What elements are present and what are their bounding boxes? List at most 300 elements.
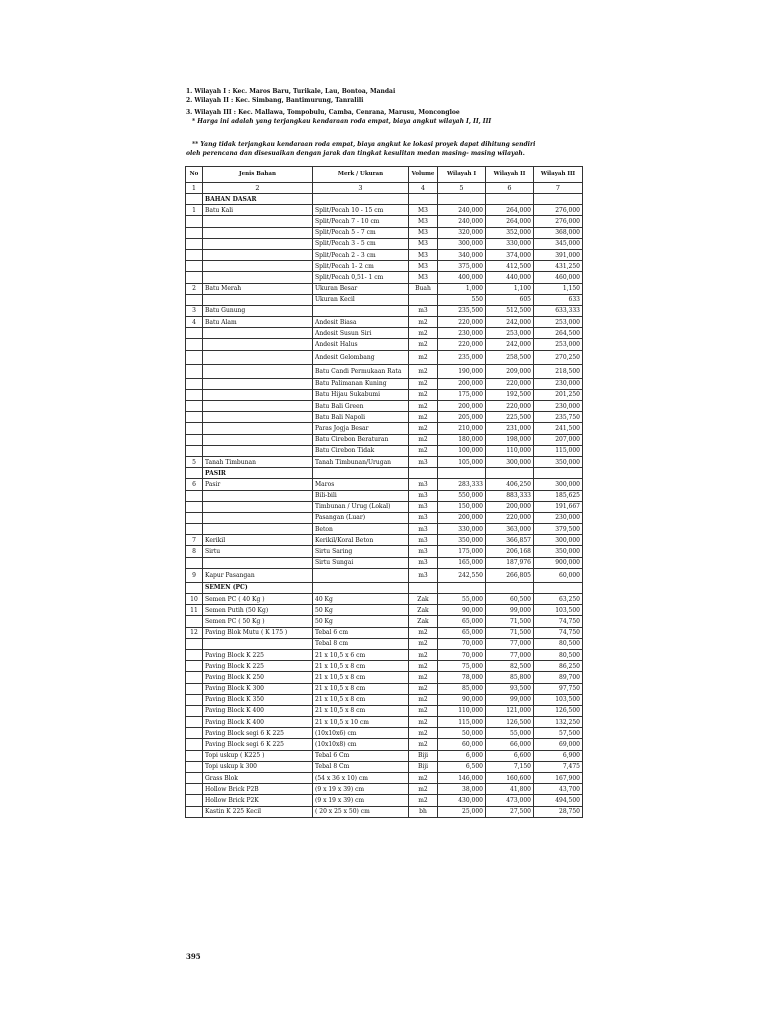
note-wilayah-2: 2. Wilayah II : Kec. Simbang, Bantimurung, Tanralili <box>186 97 364 104</box>
note-wilayah-3: 3. Wilayah III : Kec. Mallawa, Tompobulu, Camba, Cenrana, Marusu, Moncongloe <box>186 109 460 116</box>
cell-merk-ukuran: Split/Pecah 1- 2 cm <box>313 261 409 272</box>
cell-wilayah-2: 300,000 <box>486 456 534 467</box>
column-number: 6 <box>486 183 534 194</box>
cell-no <box>186 512 203 523</box>
cell-wilayah-2: 220,000 <box>486 378 534 389</box>
region-notes <box>186 88 586 127</box>
column-number: 4 <box>409 183 438 194</box>
cell-merk-ukuran: Split/Pecah 5 - 7 cm <box>313 227 409 238</box>
cell-wilayah-1: 110,000 <box>438 705 486 716</box>
cell-no <box>186 773 203 784</box>
cell-wilayah-1: 100,000 <box>438 445 486 456</box>
cell-no <box>186 378 203 389</box>
cell-no <box>186 412 203 423</box>
cell-wilayah-2: 258,500 <box>486 350 534 364</box>
table-row <box>186 694 583 705</box>
cell-volume: m3 <box>409 524 438 535</box>
table-row <box>186 328 583 339</box>
cell-merk-ukuran: (9 x 19 x 39) cm <box>313 784 409 795</box>
cell-wilayah-1: 1,000 <box>438 283 486 294</box>
cell-wilayah-1: 78,000 <box>438 672 486 683</box>
cell-no <box>186 423 203 434</box>
cell-wilayah-3: 80,500 <box>534 649 583 660</box>
cell-volume: m2 <box>409 328 438 339</box>
table-row <box>186 261 583 272</box>
cell-jenis-bahan: Topi uskup k 300 <box>203 761 313 772</box>
header-wilayah-1: Wilayah I <box>438 167 486 183</box>
cell-merk-ukuran <box>313 194 409 205</box>
column-number: 1 <box>186 183 203 194</box>
cell-wilayah-2: 200,000 <box>486 501 534 512</box>
cell-no <box>186 728 203 739</box>
cell-wilayah-3: 900,000 <box>534 557 583 568</box>
cell-merk-ukuran: 21 x 10,5 x 10 cm <box>313 717 409 728</box>
cell-volume: m2 <box>409 378 438 389</box>
cell-wilayah-2: 160,600 <box>486 773 534 784</box>
cell-volume: m3 <box>409 512 438 523</box>
cell-jenis-bahan: Kastin K 225 Kecil <box>203 806 313 817</box>
cell-wilayah-2: 187,976 <box>486 557 534 568</box>
cell-wilayah-2: 85,800 <box>486 672 534 683</box>
cell-wilayah-3: 241,500 <box>534 423 583 434</box>
cell-jenis-bahan: Paving Block K 250 <box>203 672 313 683</box>
table-row <box>186 717 583 728</box>
cell-no: 8 <box>186 546 203 557</box>
cell-wilayah-1: 190,000 <box>438 364 486 378</box>
table-row <box>186 272 583 283</box>
cell-jenis-bahan <box>203 490 313 501</box>
cell-merk-ukuran: Andesit Halus <box>313 339 409 350</box>
cell-jenis-bahan <box>203 227 313 238</box>
cell-wilayah-2: 198,000 <box>486 434 534 445</box>
cell-merk-ukuran: Split/Pecah 0,51- 1 cm <box>313 272 409 283</box>
cell-no <box>186 795 203 806</box>
cell-no: 12 <box>186 627 203 638</box>
note-wilayah-1: 1. Wilayah I : Kec. Maros Baru, Turikale, Lau, Bontoa, Mandai <box>186 88 396 95</box>
cell-wilayah-2: 99,000 <box>486 605 534 616</box>
cell-wilayah-1: 115,000 <box>438 717 486 728</box>
cell-wilayah-1: 240,000 <box>438 216 486 227</box>
cell-wilayah-3: 431,250 <box>534 261 583 272</box>
cell-wilayah-3: 300,000 <box>534 479 583 490</box>
column-number: 3 <box>313 183 409 194</box>
cell-volume: M3 <box>409 227 438 238</box>
cell-merk-ukuran: Maros <box>313 479 409 490</box>
cell-jenis-bahan <box>203 350 313 364</box>
table-row <box>186 728 583 739</box>
table-row <box>186 605 583 616</box>
table-row <box>186 795 583 806</box>
section-header-row <box>186 582 583 593</box>
cell-no <box>186 227 203 238</box>
cell-wilayah-3: 207,000 <box>534 434 583 445</box>
price-table <box>185 166 583 818</box>
cell-wilayah-2: 82,500 <box>486 661 534 672</box>
cell-wilayah-1: 230,000 <box>438 328 486 339</box>
table-body <box>186 194 583 818</box>
header-no: No <box>186 167 203 183</box>
cell-volume: m3 <box>409 479 438 490</box>
cell-wilayah-1: 200,000 <box>438 512 486 523</box>
cell-wilayah-3: 633 <box>534 294 583 305</box>
cell-volume: m2 <box>409 350 438 364</box>
cell-wilayah-3: 264,500 <box>534 328 583 339</box>
cell-wilayah-2: 352,000 <box>486 227 534 238</box>
note-biaya-angkut <box>186 140 586 158</box>
cell-wilayah-3: 43,700 <box>534 784 583 795</box>
cell-jenis-bahan: Paving Block K 400 <box>203 705 313 716</box>
cell-merk-ukuran <box>313 468 409 479</box>
cell-wilayah-2: 363,000 <box>486 524 534 535</box>
cell-no: 2 <box>186 283 203 294</box>
cell-wilayah-1: 340,000 <box>438 249 486 260</box>
cell-wilayah-1: 60,000 <box>438 739 486 750</box>
cell-volume: m2 <box>409 638 438 649</box>
cell-merk-ukuran: (54 x 36 x 10) cm <box>313 773 409 784</box>
cell-wilayah-1: 200,000 <box>438 378 486 389</box>
cell-wilayah-1 <box>438 468 486 479</box>
cell-wilayah-1: 235,000 <box>438 350 486 364</box>
cell-jenis-bahan: Hollow Brick P2K <box>203 795 313 806</box>
header-jenis-bahan: Jenis Bahan <box>203 167 313 183</box>
cell-no <box>186 672 203 683</box>
cell-volume: Zak <box>409 616 438 627</box>
cell-merk-ukuran: Pasangan (Luar) <box>313 512 409 523</box>
cell-no <box>186 784 203 795</box>
cell-volume: M3 <box>409 249 438 260</box>
cell-wilayah-3: 230,000 <box>534 401 583 412</box>
cell-wilayah-2: 883,333 <box>486 490 534 501</box>
cell-volume: m3 <box>409 305 438 316</box>
cell-jenis-bahan: Batu Kali <box>203 205 313 216</box>
cell-wilayah-3: 191,667 <box>534 501 583 512</box>
cell-wilayah-2: 66,000 <box>486 739 534 750</box>
table-row <box>186 638 583 649</box>
cell-jenis-bahan: Paving Blok Mutu ( K 175 ) <box>203 627 313 638</box>
cell-wilayah-2: 220,000 <box>486 512 534 523</box>
cell-wilayah-3: 86,250 <box>534 661 583 672</box>
cell-wilayah-3: 276,000 <box>534 216 583 227</box>
cell-no <box>186 616 203 627</box>
cell-jenis-bahan <box>203 339 313 350</box>
table-row <box>186 705 583 716</box>
cell-jenis-bahan: Semen PC ( 50 Kg ) <box>203 616 313 627</box>
cell-wilayah-1: 550,000 <box>438 490 486 501</box>
cell-no <box>186 294 203 305</box>
cell-volume: m2 <box>409 784 438 795</box>
cell-no: 1 <box>186 205 203 216</box>
table-row <box>186 456 583 467</box>
table-row <box>186 616 583 627</box>
cell-wilayah-1: 220,000 <box>438 339 486 350</box>
cell-wilayah-1: 85,000 <box>438 683 486 694</box>
cell-jenis-bahan: Paving Block segi 6 K 225 <box>203 728 313 739</box>
cell-jenis-bahan <box>203 445 313 456</box>
cell-wilayah-2 <box>486 194 534 205</box>
cell-volume: m2 <box>409 694 438 705</box>
cell-jenis-bahan: Kerikil <box>203 535 313 546</box>
cell-jenis-bahan <box>203 272 313 283</box>
cell-merk-ukuran: 21 x 10,5 x 8 cm <box>313 705 409 716</box>
table-row <box>186 524 583 535</box>
cell-merk-ukuran: Beton <box>313 524 409 535</box>
cell-jenis-bahan: Paving Block K 300 <box>203 683 313 694</box>
cell-wilayah-2: 126,500 <box>486 717 534 728</box>
cell-wilayah-3: 350,000 <box>534 456 583 467</box>
cell-merk-ukuran: Bili-bili <box>313 490 409 501</box>
cell-volume: m2 <box>409 627 438 638</box>
cell-wilayah-2: 206,168 <box>486 546 534 557</box>
cell-volume: m2 <box>409 728 438 739</box>
cell-volume: m2 <box>409 649 438 660</box>
table-row <box>186 594 583 605</box>
cell-wilayah-3: 185,625 <box>534 490 583 501</box>
cell-wilayah-3: 276,000 <box>534 205 583 216</box>
cell-merk-ukuran: Sirtu Sungai <box>313 557 409 568</box>
cell-volume: Zak <box>409 594 438 605</box>
cell-no <box>186 638 203 649</box>
cell-volume <box>409 582 438 593</box>
table-row <box>186 773 583 784</box>
cell-volume <box>409 468 438 479</box>
cell-no <box>186 661 203 672</box>
cell-wilayah-3: 350,000 <box>534 546 583 557</box>
cell-no <box>186 649 203 660</box>
cell-wilayah-2: 192,500 <box>486 389 534 400</box>
cell-wilayah-2: 605 <box>486 294 534 305</box>
cell-no <box>186 524 203 535</box>
cell-jenis-bahan: Semen PC ( 40 Kg ) <box>203 594 313 605</box>
cell-wilayah-2: 406,250 <box>486 479 534 490</box>
table-row <box>186 806 583 817</box>
cell-wilayah-1: 90,000 <box>438 605 486 616</box>
cell-volume: Biji <box>409 761 438 772</box>
cell-no <box>186 261 203 272</box>
cell-volume: m2 <box>409 423 438 434</box>
cell-wilayah-3: 368,000 <box>534 227 583 238</box>
cell-jenis-bahan: Semen Putih (50 Kg) <box>203 605 313 616</box>
cell-volume <box>409 294 438 305</box>
cell-wilayah-3: 253,000 <box>534 317 583 328</box>
cell-jenis-bahan: SEMEN (PC) <box>203 582 313 593</box>
table-row <box>186 283 583 294</box>
cell-wilayah-2: 440,000 <box>486 272 534 283</box>
table-row <box>186 627 583 638</box>
cell-wilayah-2: 209,000 <box>486 364 534 378</box>
cell-wilayah-1: 165,000 <box>438 557 486 568</box>
cell-wilayah-3: 1,150 <box>534 283 583 294</box>
cell-merk-ukuran: 21 x 10,5 x 8 cm <box>313 683 409 694</box>
cell-wilayah-2: 225,500 <box>486 412 534 423</box>
cell-no <box>186 582 203 593</box>
cell-jenis-bahan <box>203 557 313 568</box>
cell-jenis-bahan: Paving Block K 350 <box>203 694 313 705</box>
cell-no: 11 <box>186 605 203 616</box>
cell-volume: m2 <box>409 445 438 456</box>
cell-merk-ukuran: 40 Kg <box>313 594 409 605</box>
cell-no <box>186 434 203 445</box>
cell-jenis-bahan: Kapur Pasangan <box>203 568 313 582</box>
cell-wilayah-3: 80,500 <box>534 638 583 649</box>
cell-merk-ukuran: 50 Kg <box>313 605 409 616</box>
cell-jenis-bahan: Paving Block K 225 <box>203 649 313 660</box>
cell-volume: M3 <box>409 216 438 227</box>
cell-no: 3 <box>186 305 203 316</box>
cell-wilayah-3: 167,900 <box>534 773 583 784</box>
cell-merk-ukuran: Batu Hijau Sukabumi <box>313 389 409 400</box>
cell-jenis-bahan: Paving Block K 225 <box>203 661 313 672</box>
cell-merk-ukuran <box>313 582 409 593</box>
note-harga: * Harga ini adalah yang terjangkau kendaraan roda empat, biaya angkut wilayah I, II, III <box>192 118 492 125</box>
cell-volume: M3 <box>409 205 438 216</box>
cell-merk-ukuran <box>313 568 409 582</box>
cell-wilayah-2 <box>486 582 534 593</box>
cell-wilayah-1: 205,000 <box>438 412 486 423</box>
table-row <box>186 479 583 490</box>
cell-wilayah-3 <box>534 468 583 479</box>
cell-jenis-bahan <box>203 434 313 445</box>
table-row <box>186 401 583 412</box>
cell-wilayah-2: 266,805 <box>486 568 534 582</box>
cell-wilayah-1: 55,000 <box>438 594 486 605</box>
cell-wilayah-1: 220,000 <box>438 317 486 328</box>
cell-wilayah-1: 6,500 <box>438 761 486 772</box>
table-row <box>186 412 583 423</box>
cell-wilayah-1: 175,000 <box>438 389 486 400</box>
cell-wilayah-2: 473,000 <box>486 795 534 806</box>
cell-volume: m2 <box>409 672 438 683</box>
cell-wilayah-1: 70,000 <box>438 649 486 660</box>
column-number-row <box>186 183 583 194</box>
cell-jenis-bahan: PASIR <box>203 468 313 479</box>
cell-wilayah-1: 150,000 <box>438 501 486 512</box>
header-wilayah-3: Wilayah III <box>534 167 583 183</box>
cell-merk-ukuran: Batu Bali Green <box>313 401 409 412</box>
table-row <box>186 389 583 400</box>
cell-volume: m2 <box>409 661 438 672</box>
cell-wilayah-3: 300,000 <box>534 535 583 546</box>
cell-wilayah-3: 235,750 <box>534 412 583 423</box>
cell-volume: Buah <box>409 283 438 294</box>
cell-wilayah-3: 345,000 <box>534 238 583 249</box>
table-row <box>186 205 583 216</box>
cell-volume: m2 <box>409 339 438 350</box>
cell-jenis-bahan <box>203 328 313 339</box>
cell-no <box>186 694 203 705</box>
cell-merk-ukuran: (9 x 19 x 39) cm <box>313 795 409 806</box>
cell-volume: m3 <box>409 456 438 467</box>
cell-wilayah-3: 97,750 <box>534 683 583 694</box>
cell-wilayah-1: 70,000 <box>438 638 486 649</box>
cell-no <box>186 194 203 205</box>
cell-wilayah-3: 74,750 <box>534 627 583 638</box>
cell-merk-ukuran: Timbunan / Urug (Lokal) <box>313 501 409 512</box>
cell-wilayah-1: 38,000 <box>438 784 486 795</box>
cell-volume: bh <box>409 806 438 817</box>
cell-volume: M3 <box>409 238 438 249</box>
cell-merk-ukuran: Batu Palimanan Kuning <box>313 378 409 389</box>
cell-merk-ukuran: 21 x 10,5 x 8 cm <box>313 694 409 705</box>
cell-volume: m2 <box>409 739 438 750</box>
cell-wilayah-2: 60,500 <box>486 594 534 605</box>
cell-wilayah-3: 230,000 <box>534 512 583 523</box>
cell-wilayah-1 <box>438 582 486 593</box>
cell-jenis-bahan <box>203 423 313 434</box>
cell-wilayah-3: 270,250 <box>534 350 583 364</box>
table-row <box>186 512 583 523</box>
cell-wilayah-3: 103,500 <box>534 605 583 616</box>
cell-wilayah-1: 65,000 <box>438 616 486 627</box>
cell-wilayah-2: 242,000 <box>486 317 534 328</box>
note-biaya-angkut-line-2: oleh perencana dan disesuaikan dengan jarak dan tingkat kesulitan medan masing- masing wilayah. <box>186 150 525 157</box>
cell-no <box>186 739 203 750</box>
cell-merk-ukuran: (10x10x8) cm <box>313 739 409 750</box>
cell-volume: m2 <box>409 683 438 694</box>
cell-wilayah-2: 412,500 <box>486 261 534 272</box>
cell-no: 10 <box>186 594 203 605</box>
table-row <box>186 683 583 694</box>
cell-volume: m2 <box>409 795 438 806</box>
cell-merk-ukuran: Sirtu Saring <box>313 546 409 557</box>
cell-wilayah-2: 6,600 <box>486 750 534 761</box>
cell-wilayah-2: 253,000 <box>486 328 534 339</box>
cell-volume: m2 <box>409 705 438 716</box>
cell-wilayah-1: 75,000 <box>438 661 486 672</box>
cell-jenis-bahan: Hollow Brick P2B <box>203 784 313 795</box>
table-row <box>186 305 583 316</box>
cell-jenis-bahan <box>203 501 313 512</box>
cell-wilayah-3: 253,000 <box>534 339 583 350</box>
cell-wilayah-2: 374,000 <box>486 249 534 260</box>
cell-jenis-bahan <box>203 638 313 649</box>
table-row <box>186 672 583 683</box>
cell-merk-ukuran: Kerikil/Koral Beton <box>313 535 409 546</box>
cell-wilayah-1: 430,000 <box>438 795 486 806</box>
table-row <box>186 294 583 305</box>
cell-no <box>186 216 203 227</box>
cell-no <box>186 249 203 260</box>
cell-wilayah-2: 264,000 <box>486 205 534 216</box>
cell-wilayah-1 <box>438 194 486 205</box>
cell-wilayah-2: 7,150 <box>486 761 534 772</box>
cell-wilayah-3: 115,000 <box>534 445 583 456</box>
cell-jenis-bahan: Batu Gunung <box>203 305 313 316</box>
cell-jenis-bahan <box>203 412 313 423</box>
cell-merk-ukuran: Tanah Timbunan/Urugan <box>313 456 409 467</box>
cell-wilayah-1: 242,550 <box>438 568 486 582</box>
cell-wilayah-3: 57,500 <box>534 728 583 739</box>
table-row <box>186 557 583 568</box>
table-row <box>186 649 583 660</box>
cell-wilayah-1: 240,000 <box>438 205 486 216</box>
table-row <box>186 784 583 795</box>
cell-wilayah-3: 460,000 <box>534 272 583 283</box>
cell-wilayah-1: 175,000 <box>438 546 486 557</box>
cell-merk-ukuran: Batu Bali Napoli <box>313 412 409 423</box>
cell-merk-ukuran: Paras Jogja Besar <box>313 423 409 434</box>
cell-jenis-bahan <box>203 249 313 260</box>
cell-wilayah-1: 6,000 <box>438 750 486 761</box>
column-number: 5 <box>438 183 486 194</box>
cell-volume: m3 <box>409 490 438 501</box>
cell-wilayah-2: 512,500 <box>486 305 534 316</box>
cell-merk-ukuran: Tebal 8 cm <box>313 638 409 649</box>
cell-volume: m2 <box>409 317 438 328</box>
table-row <box>186 423 583 434</box>
cell-no <box>186 717 203 728</box>
cell-volume: m3 <box>409 557 438 568</box>
cell-wilayah-3: 132,250 <box>534 717 583 728</box>
